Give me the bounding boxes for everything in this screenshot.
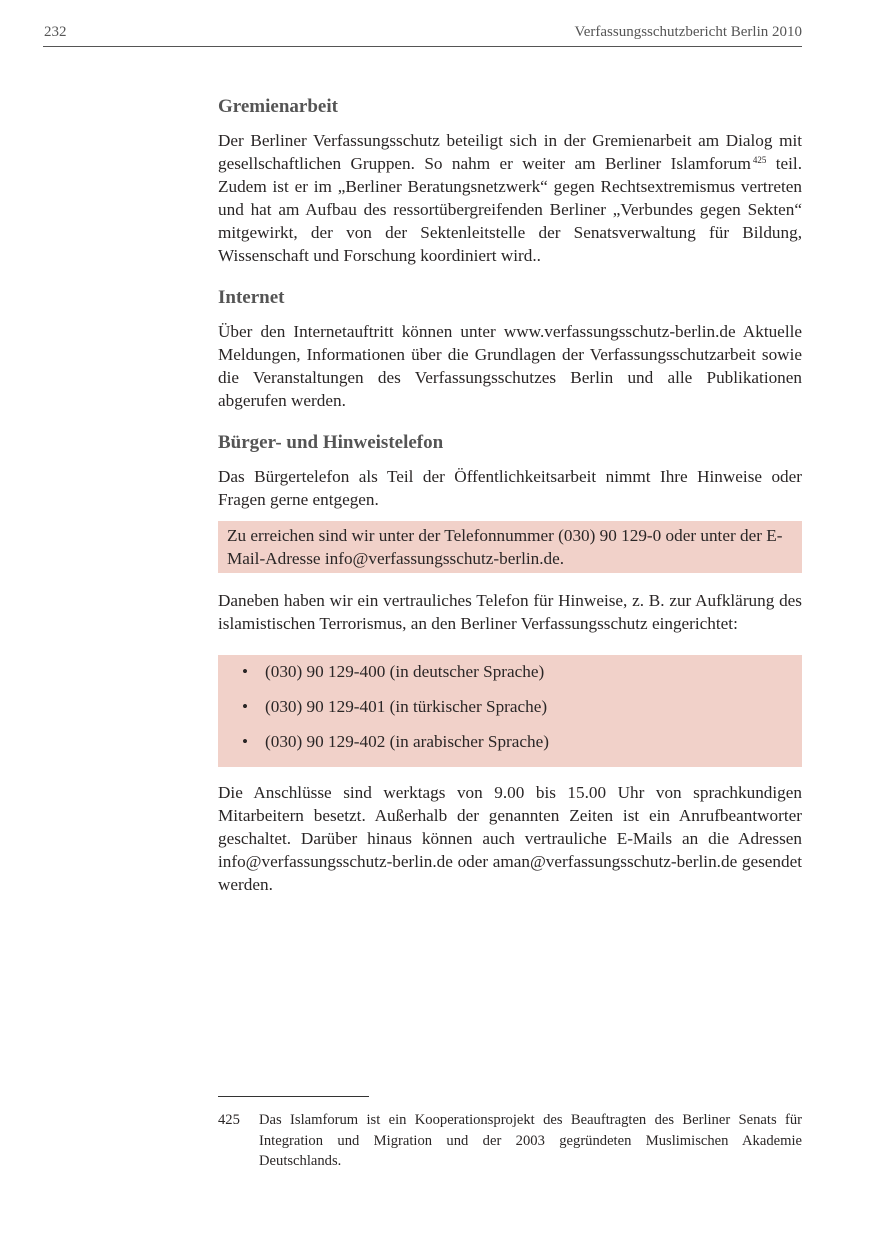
paragraph: Das Bürgertelefon als Teil der Öffentlichkeitsarbeit nimmt Ihre Hinweise oder Fragen gerne entgegen. [218,467,802,509]
bullet-icon: • [242,697,249,716]
section-gremienarbeit [218,94,802,267]
contact-highlight-box: Zu erreichen sind wir unter der Telefonnummer (030) 90 129-0 oder unter der E-Mail-Adresse info@verfassungsschutz-berlin.de. [218,521,802,573]
footnote-text: Das Islamforum ist ein Kooperationsprojekt des Beauftragten des Berliner Senats für Integration und Migration und der 2003 gegründeten Muslimischen Akademie Deutschlands. [259,1112,802,1169]
paragraph: Der Berliner Verfassungsschutz beteiligt sich in der Gremienarbeit am Dialog mit gesellschaftlichen Gruppen. So nahm er weiter am Berliner Islamforum $^{425}$ teil. Zudem ist er im „Berliner Beratungsnetzwerk“ gegen Rechtsextremismus vertreten und hat am Aufbau des ressortübergreifenden Berliner „Verbundes gegen Sekten“ mitgewirkt, der von der Sektenleitstelle der Senatsverwaltung für Bildung, Wissenschaft und Forschung koordiniert wird.. [218,131,802,265]
list-item: • (030) 90 129-401 (in türkischer Sprache) [218,695,802,730]
section-internet [218,285,802,412]
section-buergertelefon [218,430,802,896]
footnote-reference[interactable]: 425 [752,155,767,165]
list-item: • (030) 90 129-402 (in arabischer Sprache) [218,730,802,765]
section-heading: Gremienarbeit [218,96,338,117]
footnote-number: 425 [218,1112,240,1128]
page-number: 232 [44,24,67,40]
main-content [218,94,802,910]
page-header [43,22,802,47]
footnote [218,1110,802,1172]
running-title: Verfassungsschutzbericht Berlin 2010 [574,24,802,40]
phone-number-list [218,655,802,767]
section-heading: Internet [218,287,285,308]
paragraph: Daneben haben wir ein vertrauliches Telefon für Hinweise, z. B. zur Aufklärung des islamistischen Terrorismus, an den Berliner Verfassungsschutz eingerichtet: [218,591,802,633]
footnote-divider [218,1096,369,1097]
paragraph: Über den Internetauftritt können unter www.verfassungsschutz-berlin.de Aktuelle Meldungen, Informationen über die Grundlagen der Verfassungsschutzarbeit sowie die Veranstaltungen des Verfassungsschutzes Berlin und alle Publikationen abgerufen werden. [218,322,802,410]
bullet-icon: • [242,732,249,751]
bullet-icon: • [242,662,249,681]
section-heading: Bürger- und Hinweistelefon [218,432,444,453]
paragraph: Die Anschlüsse sind werktags von 9.00 bis 15.00 Uhr von sprachkundigen Mitarbeitern besetzt. Außerhalb der genannten Zeiten ist ein Anrufbeantworter geschaltet. Darüber hinaus können auch vertrauliche E-Mails an die Adressen info@verfassungsschutz-berlin.de oder aman@verfassungsschutz-berlin.de gesendet werden. [218,783,802,894]
list-item: • (030) 90 129-400 (in deutscher Sprache) [218,660,802,695]
